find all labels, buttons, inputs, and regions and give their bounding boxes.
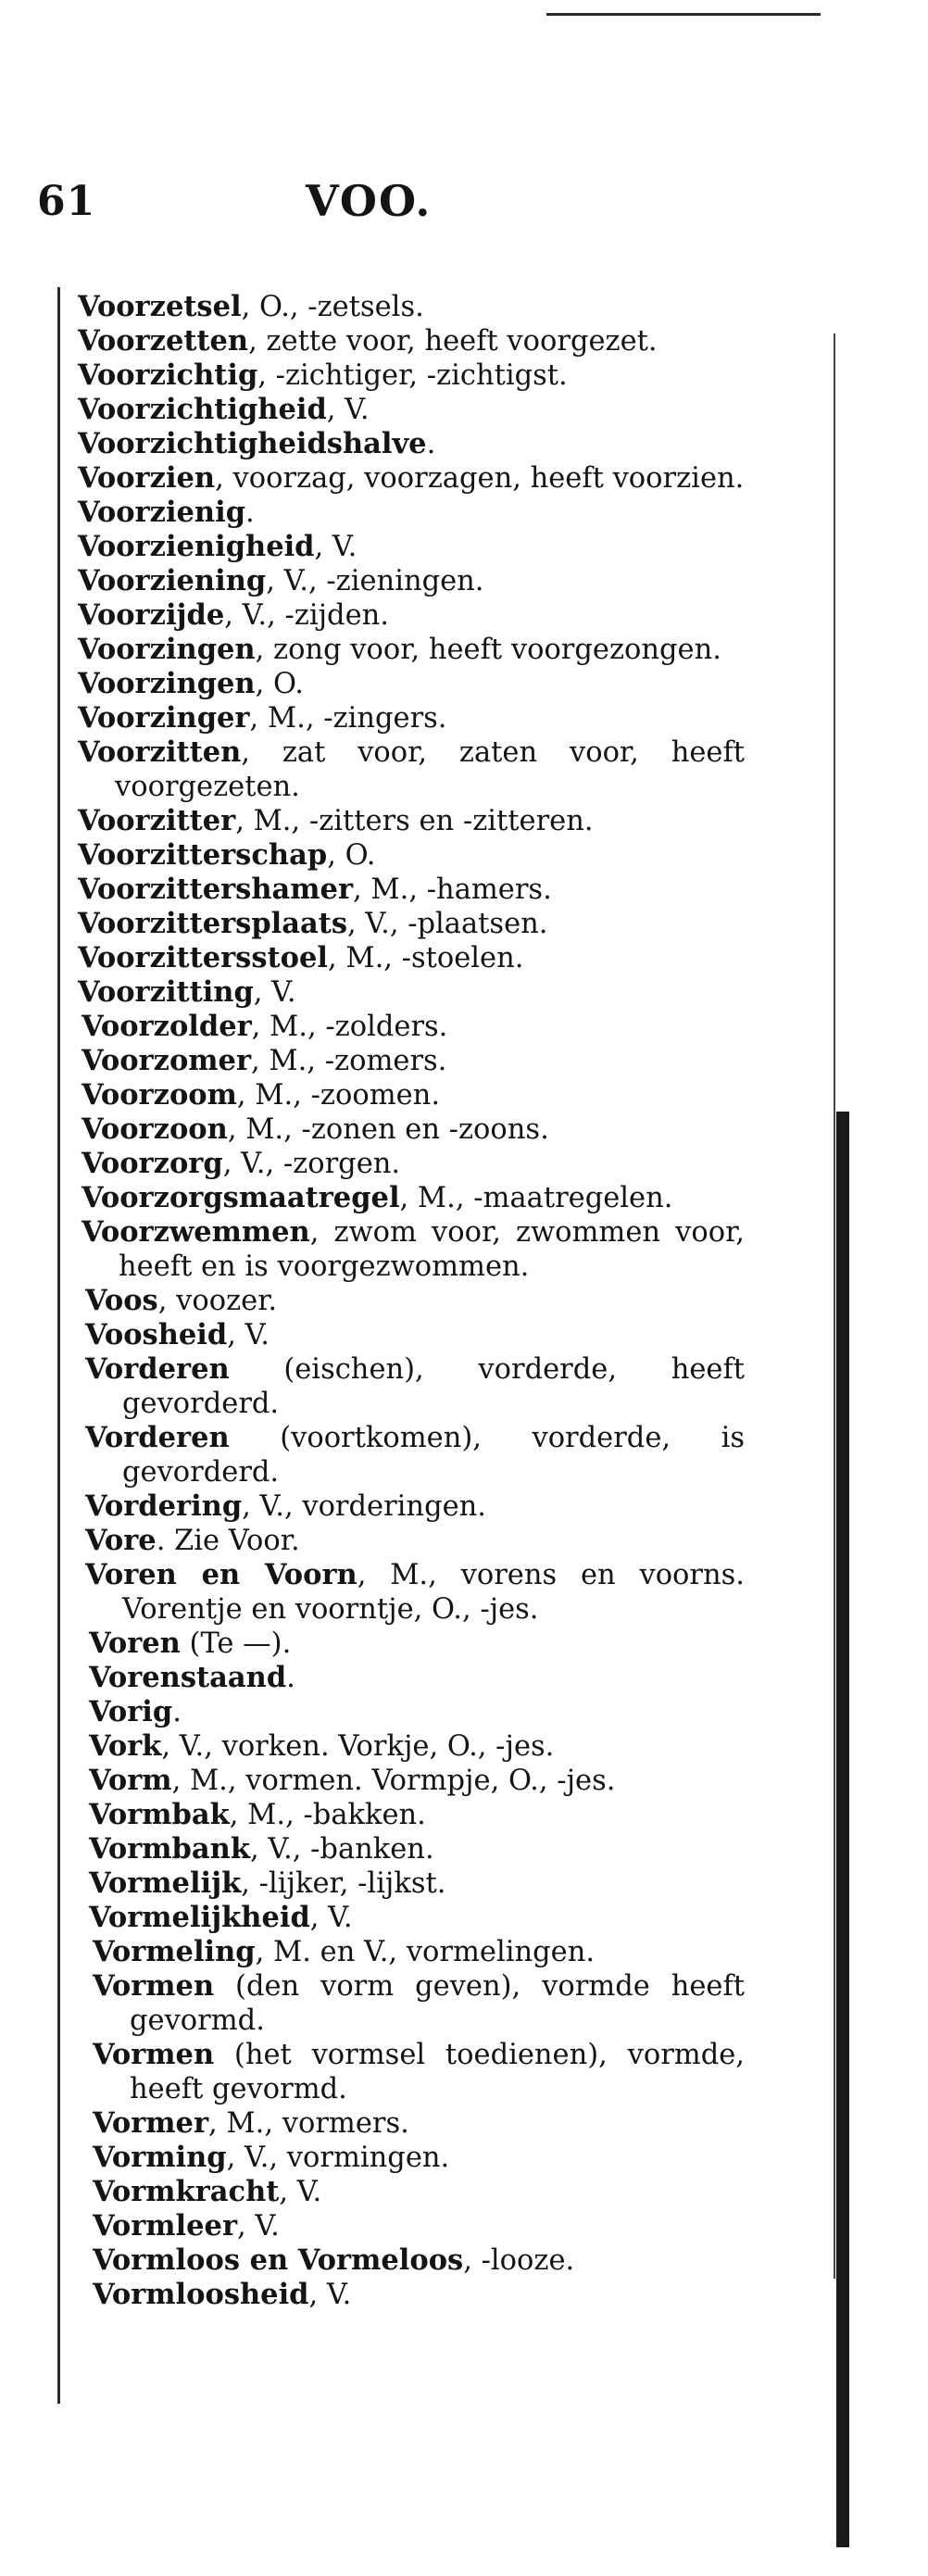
entry-headword: Vormer [93,2106,209,2140]
entry-headword: Vorenstaand [89,1661,287,1694]
dictionary-entry [82,1112,745,1147]
dictionary-entry [78,735,745,804]
dictionary-entry [85,1489,745,1524]
entry-headword: Voorzorg [82,1147,223,1180]
entry-text: , V., vorken. Vorkje, O., -jes. [161,1730,555,1763]
entry-text: , V. [309,1902,353,1934]
entry-text: , O., -zetsels. [241,291,424,323]
entry-text: , V., vorderingen. [242,1490,486,1523]
entry-headword: Voorzienig [78,496,246,529]
entry-headword: Voorzichtigheidshalve [78,427,427,460]
entry-text: , M., -maatregelen. [399,1182,673,1214]
entry-headword: Voorzittershamer [78,873,354,906]
entry-text: , M., -zingers. [249,702,447,735]
dictionary-entry [93,2038,745,2106]
dictionary-entry [78,804,745,838]
dictionary-entry [93,2141,745,2175]
entry-headword: Vormkracht [93,2175,280,2208]
entry-text: , V., -banken. [249,1833,434,1866]
entry-text: , V. [314,531,357,563]
dictionary-entry [93,2209,745,2243]
dictionary-entry [89,1627,745,1661]
entry-text: , M., -zitters en -zitteren. [235,805,594,837]
entry-headword: Voorzetsel [78,290,242,323]
entry-headword: Voosheid [85,1318,228,1351]
entry-text: , voorzag, voorzagen, heeft voorzien. [215,462,745,495]
dictionary-entry [89,1798,745,1832]
entry-text: , O. [255,668,304,700]
dictionary-entry [78,873,745,907]
entry-headword: Vormen [93,2038,215,2071]
entry-text: , zette voor, heeft voorgezet. [248,325,658,358]
dictionary-entry [85,1558,745,1627]
entry-headword: Vorm [89,1764,172,1797]
entry-headword: Vormleer [93,2209,238,2243]
entry-text: , M., -hamers. [353,873,552,906]
dictionary-entry [78,907,745,941]
dictionary-entry [93,2278,745,2312]
dictionary-entry [78,975,745,1010]
dictionary-entry [78,393,745,427]
entry-headword: Voorzoon [82,1112,228,1146]
entry-headword: Voorzomer [82,1044,252,1077]
page-edge-shadow [836,1112,849,2547]
entry-text: , zong voor, heeft voorgezongen. [255,634,721,666]
dictionary-entry [78,667,745,701]
dictionary-entry [78,633,745,667]
entry-headword: Voorzitter [78,804,236,837]
dictionary-entry [78,941,745,975]
entry-text: , V. [237,2210,280,2243]
entry-headword: Voorzingen [78,667,256,700]
entry-headword: Vormloos en Vormeloos [93,2243,464,2277]
entry-headword: Vordering [85,1489,243,1523]
entry-text: , M. en V., vormelingen. [255,1936,596,1968]
dictionary-entry [78,598,745,633]
right-column-rule [834,333,835,2279]
dictionary-entry [93,2106,745,2141]
entry-text: , M., -zolders. [251,1011,448,1043]
entry-text: . [286,1662,295,1694]
entry-headword: Voorzitting [78,975,254,1009]
dictionary-entry [82,1044,745,1078]
entry-headword: Voren en Voorn [85,1558,357,1591]
entry-text: (het vormsel toedienen), vormde, heeft gevormd. [130,2039,745,2105]
dictionary-entry [82,1181,745,1215]
entry-headword: Vorderen [85,1421,230,1454]
entry-text: , V. [326,394,370,426]
entry-headword: Voorzolder [82,1010,252,1043]
entry-headword: Voorzittersstoel [78,941,328,974]
entry-text: , M., -bakken. [229,1799,426,1831]
entry-text: , zwom voor, zwommen voor, heeft en is voorgezwommen. [119,1216,745,1283]
entry-headword: Vormbank [89,1832,250,1866]
entry-text: , -looze. [463,2244,575,2277]
entry-text: , M., -zoomen. [236,1079,441,1112]
dictionary-entry [82,1215,745,1284]
entry-text: (den vorm geven), vormde heeft gevormd. [130,1970,745,2037]
dictionary-entry [78,290,745,324]
dictionary-entry [89,1695,745,1729]
entry-headword: Vore [85,1524,157,1557]
dictionary-entry [89,1729,745,1764]
entry-text: , V., -zijden. [224,599,389,632]
entry-text: . [245,496,255,529]
dictionary-entry [93,1969,745,2038]
entry-text: . [426,428,436,460]
dictionary-entry [85,1284,745,1318]
entry-headword: Voorziening [78,564,267,597]
entry-text: , voozer. [157,1285,278,1317]
entry-text: , M., vormen. Vormpje, O., -jes. [171,1765,616,1797]
entry-text: , V., -zorgen. [222,1148,401,1180]
entry-headword: Voren [89,1627,181,1660]
entry-text: (voortkomen), vorderde, is gevorderd. [122,1422,745,1489]
dictionary-entry [78,324,745,358]
dictionary-entry [89,1866,745,1901]
entry-text: , M., -zonen en -zoons. [227,1113,549,1146]
dictionary-entry [85,1421,745,1489]
entry-headword: Vork [89,1729,162,1763]
entry-headword: Voorzijde [78,598,225,632]
dictionary-entry [85,1352,745,1421]
top-rule [546,13,821,16]
entry-text: , O. [327,839,376,872]
entry-headword: Voorzoom [82,1078,237,1112]
dictionary-entry [85,1318,745,1352]
entry-headword: Vorig [89,1695,173,1728]
entry-headword: Voorzingen [78,633,256,666]
entry-text: , V. [308,2279,352,2311]
entry-headword: Vormelijk [89,1866,242,1900]
dictionary-entry [89,1832,745,1866]
entry-text: , V., -plaatsen. [347,908,548,940]
dictionary-entry [82,1147,745,1181]
entry-headword: Voorzien [78,461,216,495]
entry-text: . Zie Voor. [156,1525,300,1557]
dictionary-entry [78,564,745,598]
entry-text: , V. [253,976,296,1009]
dictionary-entry [78,838,745,873]
entry-text: , -lijker, -lijkst. [241,1867,446,1900]
entry-headword: Voorzitten [78,735,242,769]
entry-text: (eischen), vorderde, heeft gevorderd. [122,1353,745,1420]
dictionary-entry [89,1661,745,1695]
entry-text: , V., vormingen. [226,2142,450,2174]
entry-text: , M., vormers. [208,2107,409,2140]
entry-headword: Vormelijkheid [89,1901,310,1934]
dictionary-entry [78,461,745,496]
entry-headword: Vormbak [89,1798,230,1831]
entry-headword: Voorzinger [78,701,250,735]
running-head: VOO. [306,176,433,226]
dictionary-entry [78,530,745,564]
entry-headword: Voorzorgsmaatregel [82,1181,400,1214]
entry-text: , V. [279,2176,322,2208]
entry-headword: Vormeling [93,1935,256,1968]
dictionary-entry [93,1935,745,1969]
entry-headword: Vormen [93,1969,215,2003]
dictionary-entry [85,1524,745,1558]
entry-text: (Te —). [180,1627,292,1660]
entry-text: , -zichtiger, -zichtigst. [257,359,568,392]
entry-headword: Voorzichtigheid [78,393,327,426]
entry-headword: Voorzwemmen [82,1215,310,1249]
entry-text: , V. [227,1319,270,1351]
entry-text: , M., -zomers. [251,1045,447,1077]
entry-text: , M., -stoelen. [327,942,524,974]
entry-headword: Vorming [93,2141,227,2174]
dictionary-entry-list [78,290,745,2312]
dictionary-entry [93,2243,745,2278]
dictionary-entry [82,1010,745,1044]
entry-headword: Voos [85,1284,158,1317]
dictionary-entry [78,358,745,393]
dictionary-entry [78,701,745,735]
entry-text: , V., -zieningen. [266,565,484,597]
entry-headword: Voorzittersplaats [78,907,348,940]
entry-headword: Voorzetten [78,324,249,358]
dictionary-entry [82,1078,745,1112]
entry-headword: Voorzitterschap [78,838,328,872]
page-number: 61 [37,178,96,225]
entry-headword: Vormloosheid [93,2278,309,2311]
entry-headword: Voorzichtig [78,358,258,392]
entry-text: . [172,1696,182,1728]
dictionary-entry [93,2175,745,2209]
dictionary-entry [78,496,745,530]
entry-headword: Voorzienigheid [78,530,315,563]
entry-text: , M., vorens en voorns. Vorentje en voorntje, O., -jes. [122,1559,745,1626]
left-column-rule [57,287,60,2404]
dictionary-entry [89,1764,745,1798]
entry-headword: Vorderen [85,1352,230,1386]
entry-text: , zat voor, zaten voor, heeft voorgezeten. [115,736,745,803]
dictionary-entry [89,1901,745,1935]
dictionary-entry [78,427,745,461]
